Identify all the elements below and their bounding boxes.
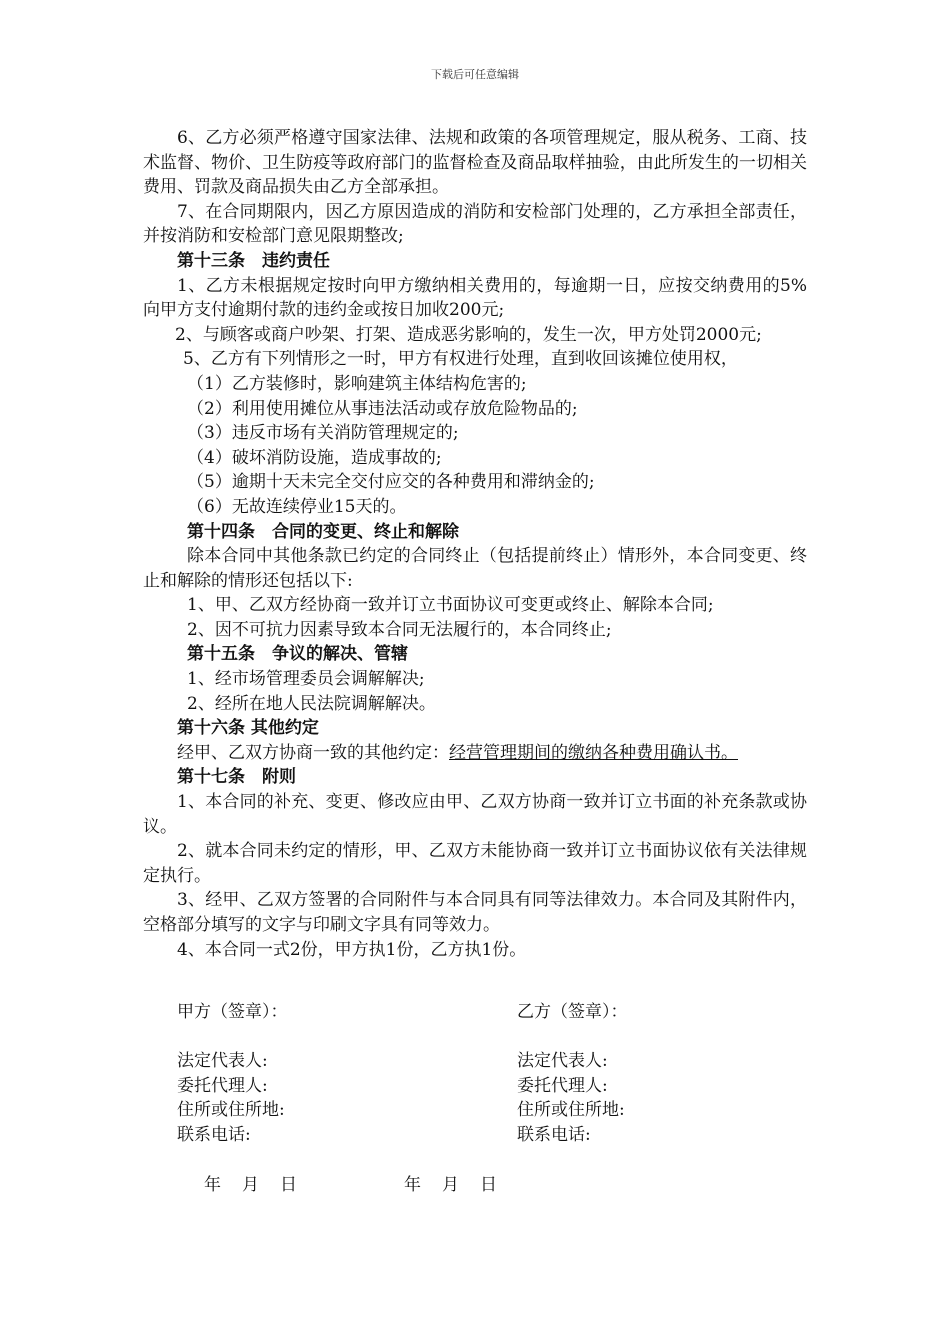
sub-item-5: （5）逾期十天未完全交付应交的各种费用和滞纳金的; bbox=[187, 472, 595, 493]
sub-item-2: （2）利用使用摊位从事违法活动或存放危险物品的; bbox=[187, 398, 578, 419]
article-14-item-2: 2、因不可抗力因素导致本合同无法履行的，本合同终止; bbox=[187, 619, 612, 640]
article-17-item-1: 1、本合同的补充、变更、修改应由甲、乙双方协商一致并订立书面的补充条款或协议。 bbox=[143, 792, 807, 837]
party-a-agent: 委托代理人: bbox=[177, 1075, 268, 1096]
article-13-item-2: 2、与顾客或商户吵架、打架、造成恶劣影响的，发生一次，甲方处罚2000元; bbox=[175, 324, 762, 345]
article-17-item-2: 2、就本合同未约定的情形，甲、乙双方未能协商一致并订立书面协议依有关法律规定执行。 bbox=[143, 841, 807, 886]
article-13-heading: 第十三条 违约责任 bbox=[177, 250, 330, 271]
article-13-item-1: 1、乙方未根据规定按时向甲方缴纳相关费用的，每逾期一日，应按交纳费用的5%向甲方支付逾期付款的违约金或按日加收200元; bbox=[143, 275, 807, 321]
party-b-address: 住所或住所地: bbox=[517, 1100, 625, 1121]
party-b-seal-label: 乙方（签章）： bbox=[517, 1002, 628, 1022]
date-b-day: 日 bbox=[480, 1175, 497, 1195]
date-a-month: 月 bbox=[242, 1175, 259, 1195]
party-b-phone: 联系电话: bbox=[517, 1124, 591, 1145]
party-a-representative: 法定代表人: bbox=[177, 1051, 268, 1071]
article-15-heading: 第十五条 争议的解决、管辖 bbox=[187, 644, 408, 665]
article-16-prefix: 经甲、乙双方协商一致的其他约定： bbox=[177, 742, 449, 763]
signature-parties bbox=[177, 997, 737, 1022]
party-b-agent: 委托代理人: bbox=[517, 1075, 608, 1096]
signature-row bbox=[177, 1046, 737, 1071]
article-14-intro: 除本合同中其他条款已约定的合同终止（包括提前终止）情形外，本合同变更、终止和解除的情形还包括以下: bbox=[143, 546, 807, 591]
article-14-item-1: 1、甲、乙双方经协商一致并订立书面协议可变更或终止、解除本合同; bbox=[187, 595, 714, 616]
date-a-day: 日 bbox=[280, 1175, 297, 1195]
contract-body bbox=[143, 126, 807, 962]
article-17-item-4: 4、本合同一式2份，甲方执1份，乙方执1份。 bbox=[177, 939, 527, 960]
clause-7: 7、在合同期限内，因乙方原因造成的消防和安检部门处理的，乙方承担全部责任，并按消防和安检部门意见限期整改; bbox=[143, 201, 807, 247]
page-header: 下载后可任意编辑 bbox=[431, 68, 519, 81]
sub-item-4: （4）破坏消防设施，造成事故的; bbox=[187, 447, 442, 468]
signing-dates bbox=[204, 1170, 604, 1195]
signature-row bbox=[177, 1071, 737, 1096]
party-a-phone: 联系电话: bbox=[177, 1124, 251, 1145]
signature-details bbox=[177, 1046, 737, 1144]
article-15-item-2: 2、经所在地人民法院调解解决。 bbox=[187, 693, 436, 714]
party-a-address: 住所或住所地: bbox=[177, 1100, 285, 1121]
article-17-item-3: 3、经甲、乙双方签署的合同附件与本合同具有同等法律效力。本合同及其附件内，空格部分填写的文字与印刷文字具有同等效力。 bbox=[143, 890, 807, 935]
signature-row bbox=[177, 1120, 737, 1145]
party-a-seal-label: 甲方（签章）： bbox=[177, 1002, 288, 1022]
date-b-year: 年 bbox=[404, 1175, 421, 1195]
article-13-item-5: 5、乙方有下列情形之一时，甲方有权进行处理，直到收回该摊位使用权， bbox=[183, 349, 738, 370]
article-15-item-1: 1、经市场管理委员会调解解决; bbox=[187, 669, 425, 690]
article-17-heading: 第十七条 附则 bbox=[177, 767, 296, 788]
sub-item-3: （3）违反市场有关消防管理规定的; bbox=[187, 423, 459, 444]
article-16-value: 经营管理期间的缴纳各种费用确认书。 bbox=[449, 742, 738, 763]
sub-item-6: （6）无故连续停业15天的。 bbox=[187, 496, 407, 517]
article-16-text bbox=[143, 741, 807, 766]
clause-6: 6、乙方必须严格遵守国家法律、法规和政策的各项管理规定，服从税务、工商、技术监督、物价、卫生防疫等政府部门的监督检查及商品取样抽验，由此所发生的一切相关费用、罚款及商品损失由乙方全部承担。 bbox=[143, 128, 807, 198]
article-14-heading: 第十四条 合同的变更、终止和解除 bbox=[187, 521, 459, 542]
article-16-heading: 第十六条 其他约定 bbox=[177, 718, 319, 739]
sub-item-1: （1）乙方装修时，影响建筑主体结构危害的; bbox=[187, 373, 527, 394]
date-a-year: 年 bbox=[204, 1175, 221, 1195]
signature-row bbox=[177, 1095, 737, 1120]
party-b-representative: 法定代表人: bbox=[517, 1051, 608, 1071]
date-b-month: 月 bbox=[442, 1175, 459, 1195]
